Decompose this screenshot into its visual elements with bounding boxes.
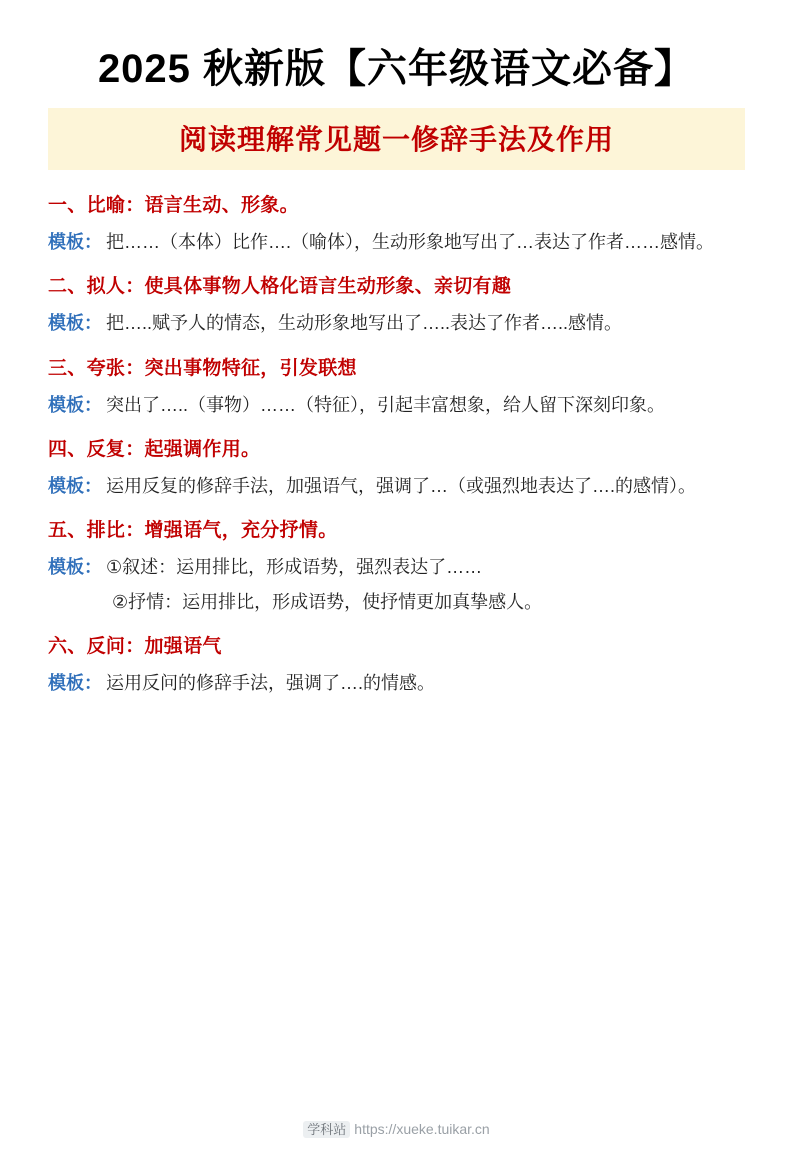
subtitle-band <box>48 108 745 170</box>
template-label: 模板： <box>48 476 102 497</box>
template-label: 模板： <box>48 557 102 578</box>
section-template <box>48 469 745 503</box>
section-item <box>48 629 745 700</box>
page-subtitle: 阅读理解常见题一修辞手法及作用 <box>178 125 614 156</box>
template-text: ①叙述：运用排比，形成语势，强烈表达了…… <box>106 557 483 578</box>
section-item <box>48 188 745 259</box>
template-label: 模板： <box>48 313 102 334</box>
section-heading: 一、比喻：语言生动、形象。 <box>48 195 299 216</box>
content-body <box>48 188 745 700</box>
section-template <box>48 388 745 422</box>
section-item <box>48 432 745 503</box>
template-text: 突出了…..（事物）……（特征），引起丰富想象，给人留下深刻印象。 <box>106 394 665 415</box>
page-title: 2025 秋新版【六年级语文必备】 <box>97 47 696 91</box>
template-text: 把……（本体）比作….（喻体），生动形象地写出了…表达了作者……感情。 <box>106 232 714 253</box>
section-heading: 五、排比：增强语气，充分抒情。 <box>48 520 338 542</box>
section-template <box>48 306 745 340</box>
watermark-url: https://xueke.tuikar.cn <box>354 1121 490 1137</box>
section-template <box>48 225 745 259</box>
template-label: 模板： <box>48 672 102 693</box>
section-heading: 二、拟人：使具体事物人格化语言生动形象、亲切有趣 <box>48 276 512 298</box>
watermark-logo: 学科站 <box>303 1121 350 1138</box>
section-heading: 三、夸张：突出事物特征，引发联想 <box>48 357 357 379</box>
template-text-secondary: ②抒情：运用排比，形成语势，使抒情更加真挚感人。 <box>112 591 543 612</box>
template-label: 模板： <box>48 394 102 415</box>
section-heading: 六、反问：加强语气 <box>48 635 222 657</box>
template-text: 运用反复的修辞手法，加强语气，强调了…（或强烈地表达了….的感情）。 <box>106 476 696 497</box>
section-item <box>48 351 745 422</box>
section-template <box>48 550 745 618</box>
section-item <box>48 269 745 340</box>
section-heading: 四、反复：起强调作用。 <box>48 438 261 460</box>
template-label: 模板： <box>48 232 102 253</box>
section-template <box>48 666 745 700</box>
document-page <box>0 44 793 1166</box>
template-text: 把…..赋予人的情态，生动形象地写出了…..表达了作者…..感情。 <box>106 313 623 334</box>
template-text: 运用反问的修辞手法，强调了….的情感。 <box>106 672 435 693</box>
section-item <box>48 513 745 619</box>
